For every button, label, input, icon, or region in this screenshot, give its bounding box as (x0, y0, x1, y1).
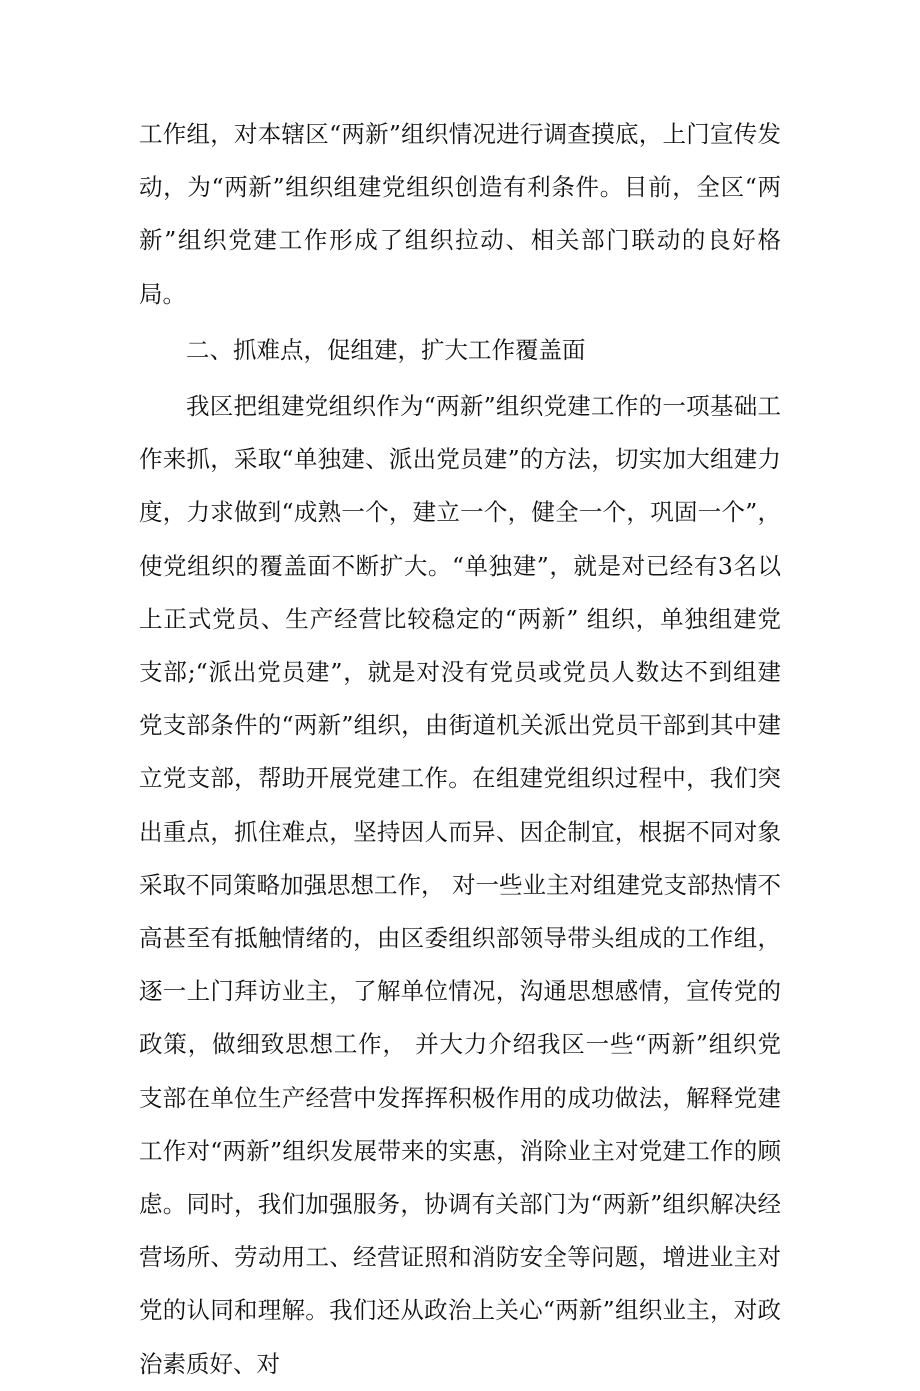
paragraph-continued: 工作组，对本辖区“两新”组织情况进行调查摸底，上门宣传发动，为“两新”组织组建党组织创造有利条件。目前，全区“两新”组织党建工作形成了组织拉动、相关部门联动的良好格局。 (139, 120, 781, 308)
paragraph-body: 我区把组建党组织作为“两新”组织党建工作的一项基础工作来抓，采取“单独建、派出党员建”的方法，切实加大组建力度，力求做到“成熟一个，建立一个，健全一个，巩固一个”，使党组织的覆盖面不断扩大。“单独建”，就是对已经有3名以上正式党员、生产经营比较稳定的“两新” 组织，单独组建党支部;“派出党员建”，就是对没有党员或党员人数达不到组建党支部条件的“两新”组织，由街道机关派出党员干部到其中建立党支部，帮助开展党建工作。在组建党组织过程中，我们突出重点，抓住难点，坚持因人而异、因企制宜，根据不同对象采取不同策略加强思想工作， 对一些业主对组建党支部热情不高甚至有抵触情绪的，由区委组织部领导带头组成的工作组，逐一上门拜访业主，了解单位情况，沟通思想感情，宣传党的政策，做细致思想工作， 并大力介绍我区一些“两新”组织党支部在单位生产经营中发挥挥积极作用的成功做法，解释党建工作对“两新”组织发展带来的实惠，消除业主对党建工作的顾虑。同时，我们加强服务，协调有关部门为“两新”组织解决经营场所、劳动用工、经营证照和消防安全等问题，增进业主对党的认同和理解。我们还从政治上关心“两新”组织业主，对政治素质好、对 (139, 392, 781, 1378)
section-heading: 二、抓难点，促组建，扩大工作覆盖面 (186, 335, 586, 364)
document-page (139, 108, 781, 1391)
